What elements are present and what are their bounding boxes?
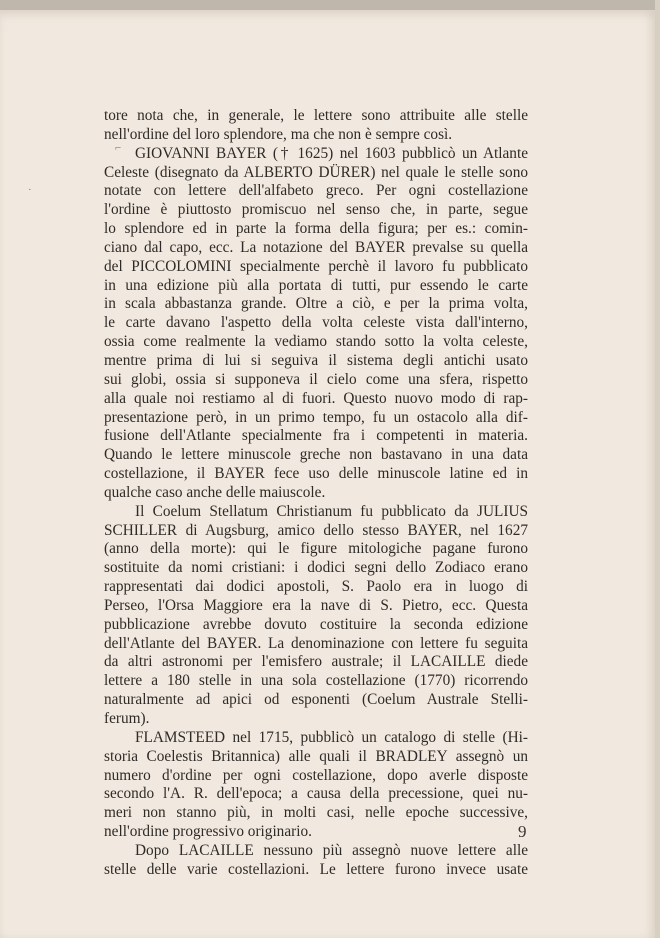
text-line: stelle delle varie costellazioni. Le lettere furono invece usate <box>104 860 528 878</box>
text-line: Quando le lettere minuscole greche non bastavano in una data <box>104 446 528 464</box>
pencil-mark: ⌐ <box>115 142 122 154</box>
margin-smudge: · <box>28 184 32 196</box>
text-line: ferum). <box>104 710 150 727</box>
text-line: lo splendore ed in parte la forma della figura; per es.: comin- <box>104 220 528 238</box>
text-line: qualche caso anche delle maiuscole. <box>104 483 326 501</box>
text-line: le carte davano l'aspetto della volta celeste vista dall'interno, <box>104 314 528 332</box>
text-line: Perseo, l'Orsa Maggiore era la nave di S. Pietro, ecc. Questa <box>104 596 528 614</box>
text-line: SCHILLER di Augsburg, amico dello stesso BAYER, nel 1627 <box>104 521 528 539</box>
text-line: dell'Atlante del BAYER. La denominazione con lettere fu seguita <box>104 634 528 652</box>
text-line: tore nota che, in generale, le lettere sono attribuite alle stelle <box>104 107 528 124</box>
text-line: storia Coelestis Britannica) alle quali il BRADLEY assegnò un <box>104 747 528 765</box>
text-line: nell'ordine del loro splendore, ma che non è sempre così. <box>104 125 453 143</box>
text-line: meri non stanno più, in molti casi, nelle epoche successive, <box>104 804 528 822</box>
body-text <box>104 107 528 880</box>
text-line: FLAMSTEED nel 1715, pubblicò un catalogo di stelle (Hi- <box>135 728 528 746</box>
text-line: fusione dell'Atlante specialmente fra i competenti in materia. <box>104 427 528 445</box>
text-line: notate con lettere dell'alfabeto greco. Per ogni costellazione <box>104 182 528 200</box>
text-line: ciano dal capo, ecc. La notazione del BAYER prevalse su quella <box>104 238 528 256</box>
text-line: in scala abbastanza grande. Oltre a ciò, e per la prima volta, <box>104 295 528 313</box>
text-line: presentazione però, in un primo tempo, fu un ostacolo alla dif- <box>104 408 528 426</box>
text-line: nell'ordine progressivo originario. <box>104 823 312 841</box>
text-line: pubblicazione avrebbe dovuto costituire la seconda edizione <box>104 615 528 633</box>
text-line: Celeste (disegnato da ALBERTO DÜRER) nel quale le stelle sono <box>104 163 528 181</box>
text-line: Il Coelum Stellatum Christianum fu pubblicato da JULIUS <box>135 502 528 520</box>
text-line: da altri astronomi per l'emisfero australe; il LACAILLE diede <box>104 653 528 671</box>
text-line: alla quale noi restiamo al di fuori. Questo nuovo modo di rap- <box>104 389 528 407</box>
text-line: sostituite da nomi cristiani: i dodici segni dello Zodiaco erano <box>104 559 528 577</box>
scan-top-edge <box>0 0 660 10</box>
text-line: sui globi, ossia si supponeva il cielo come una sfera, rispetto <box>104 370 528 388</box>
text-line: lettere a 180 stelle in una sola costellazione (1770) ricorrendo <box>104 672 528 690</box>
text-line: in una edizione più alla portata di tutti, pur essendo le carte <box>104 276 528 294</box>
text-line: del PICCOLOMINI specialmente perchè il lavoro fu pubblicato <box>104 257 528 275</box>
text-line: (anno della morte): qui le figure mitologiche pagane furono <box>104 540 528 558</box>
page-number: 9 <box>518 822 527 841</box>
text-line: Dopo LACAILLE nessuno più assegnò nuove lettere alle <box>135 841 528 859</box>
scan-right-edge <box>655 0 660 938</box>
book-page <box>0 10 655 938</box>
text-line: ossia come realmente la vediamo stando sotto la volta celeste, <box>104 333 528 351</box>
text-line: GIOVANNI BAYER († 1625) nel 1603 pubblicò un Atlante <box>135 144 528 162</box>
text-line: naturalmente ad apici od esponenti (Coelum Australe Stelli- <box>104 691 528 709</box>
text-line: secondo l'A. R. dell'epoca; a causa della precessione, quei nu- <box>104 785 528 803</box>
text-line: l'ordine è piuttosto promiscuo nel senso che, in parte, segue <box>104 201 528 219</box>
text-line: rappresentati dai dodici apostoli, S. Paolo era in luogo di <box>104 578 528 596</box>
text-line: mentre prima di lui si seguiva il sistema degli antichi usato <box>104 351 528 369</box>
text-line: numero d'ordine per ogni costellazione, dopo averle disposte <box>104 766 528 784</box>
text-line: costellazione, il BAYER fece uso delle minuscole latine ed in <box>104 465 528 483</box>
